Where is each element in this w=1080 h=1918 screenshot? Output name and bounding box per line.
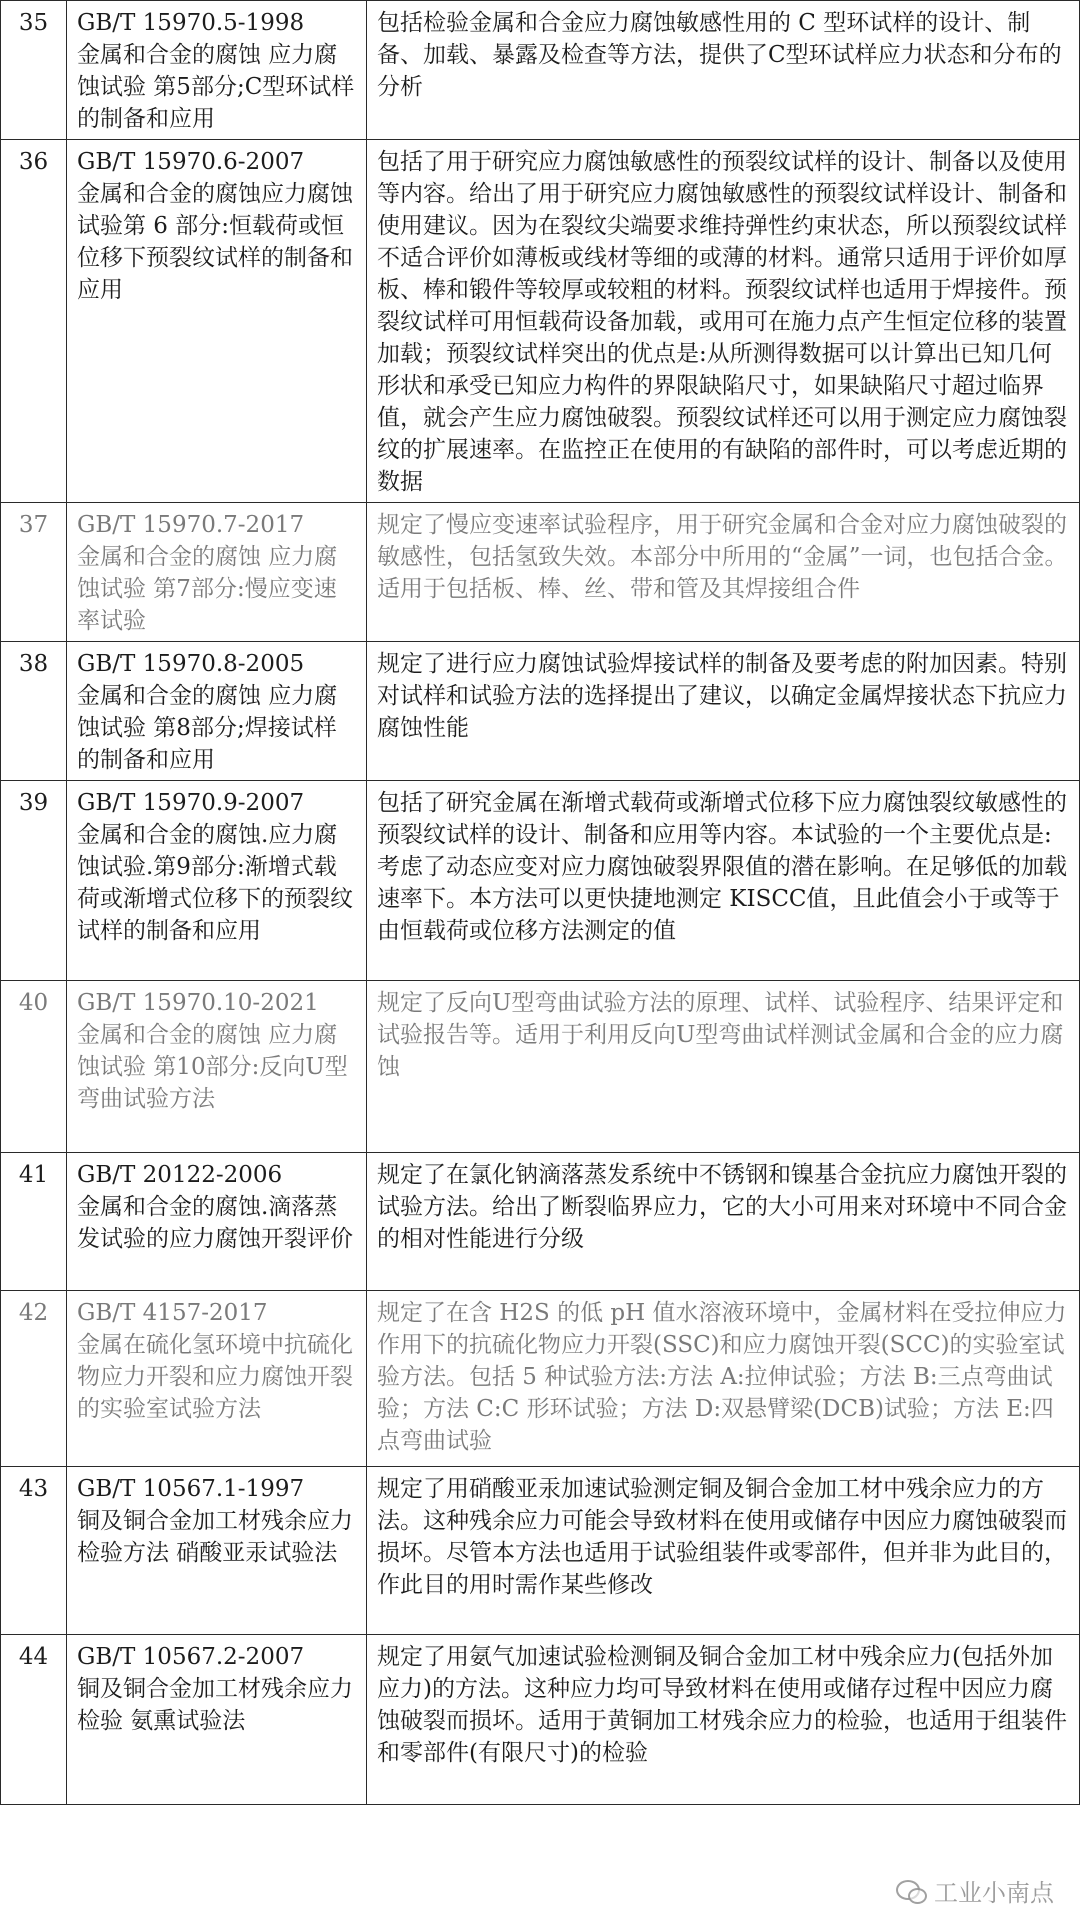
- standard-name: 金属和合金的腐蚀.应力腐蚀试验.第9部分:渐增式载荷或渐增式位移下的预裂纹试样的制备和应用: [77, 822, 353, 944]
- standard-title-cell: [67, 1, 367, 140]
- standard-title-cell: [67, 503, 367, 642]
- standard-name: 金属在硫化氢环境中抗硫化物应力开裂和应力腐蚀开裂的实验室试验方法: [77, 1332, 353, 1422]
- table-row: [1, 1153, 1080, 1291]
- table-row: [1, 642, 1080, 781]
- standard-title-cell: [67, 1635, 367, 1805]
- row-number: 39: [1, 781, 67, 981]
- standard-name: 铜及铜合金加工材残余应力检验 氨熏试验法: [77, 1676, 353, 1734]
- standard-code: GB/T 15970.5-1998: [77, 10, 305, 36]
- standard-description: 包括检验金属和合金应力腐蚀敏感性用的 C 型环试样的设计、制备、加载、暴露及检查等方法，提供了C型环试样应力状态和分布的分析: [367, 1, 1080, 140]
- standard-name: 铜及铜合金加工材残余应力检验方法 硝酸亚汞试验法: [77, 1508, 353, 1566]
- standard-description: 包括了研究金属在渐增式载荷或渐增式位移下应力腐蚀裂纹敏感性的预裂纹试样的设计、制备和应用等内容。本试验的一个主要优点是:考虑了动态应变对应力腐蚀破裂界限值的潜在影响。在足够低的加载速率下。本方法可以更快捷地测定 KISCC值，且此值会小于或等于由恒载荷或位移方法测定的值: [367, 781, 1080, 981]
- standard-description: 规定了进行应力腐蚀试验焊接试样的制备及要考虑的附加因素。特别对试样和试验方法的选择提出了建议，以确定金属焊接状态下抗应力腐蚀性能: [367, 642, 1080, 781]
- table-row: [1, 1635, 1080, 1805]
- standard-code: GB/T 20122-2006: [77, 1162, 283, 1188]
- table-row: [1, 140, 1080, 503]
- standard-description: 包括了用于研究应力腐蚀敏感性的预裂纹试样的设计、制备以及使用等内容。给出了用于研究应力腐蚀敏感性的预裂纹试样设计、制备和使用建议。因为在裂纹尖端要求维持弹性约束状态，所以预裂纹试样不适合评价如薄板或线材等细的或薄的材料。通常只适用于评价如厚板、棒和锻件等较厚或较粗的材料。预裂纹试样也适用于焊接件。预裂纹试样可用恒载荷设备加载，或用可在施力点产生恒定位移的装置加载；预裂纹试样突出的优点是:从所测得数据可以计算出已知几何形状和承受已知应力构件的界限缺陷尺寸，如果缺陷尺寸超过临界值，就会产生应力腐蚀破裂。预裂纹试样还可以用于测定应力腐蚀裂纹的扩展速率。在监控正在使用的有缺陷的部件时，可以考虑近期的数据: [367, 140, 1080, 503]
- row-number: 37: [1, 503, 67, 642]
- standard-description: 规定了在含 H2S 的低 pH 值水溶液环境中，金属材料在受拉伸应力作用下的抗硫化物应力开裂(SSC)和应力腐蚀开裂(SCC)的实验室试验方法。包括 5 种试验方法:方法 A:拉伸试验；方法 B:三点弯曲试验；方法 C:C 形环试验；方法 D:双悬臂梁(DCB)试验；方法 E:四点弯曲试验: [367, 1291, 1080, 1467]
- standard-name: 金属和合金的腐蚀 应力腐蚀试验 第10部分:反向U型弯曲试验方法: [77, 1022, 348, 1112]
- standard-title-cell: [67, 1291, 367, 1467]
- standard-code: GB/T 4157-2017: [77, 1300, 268, 1326]
- standard-description: 规定了反向U型弯曲试验方法的原理、试样、试验程序、结果评定和试验报告等。适用于利用反向U型弯曲试样测试金属和合金的应力腐蚀: [367, 981, 1080, 1153]
- standard-title-cell: [67, 140, 367, 503]
- row-number: 40: [1, 981, 67, 1153]
- standard-code: GB/T 15970.8-2005: [77, 651, 305, 677]
- standard-code: GB/T 15970.6-2007: [77, 149, 305, 175]
- standard-name: 金属和合金的腐蚀 应力腐蚀试验 第8部分;焊接试样的制备和应用: [77, 683, 338, 773]
- row-number: 44: [1, 1635, 67, 1805]
- table-row: [1, 503, 1080, 642]
- row-number: 36: [1, 140, 67, 503]
- watermark-text: 工业小南点: [934, 1879, 1054, 1907]
- row-number: 42: [1, 1291, 67, 1467]
- standard-title-cell: [67, 642, 367, 781]
- standard-title-cell: [67, 1467, 367, 1635]
- chat-bubble-icon: [896, 1878, 926, 1904]
- standard-description: 规定了慢应变速率试验程序，用于研究金属和合金对应力腐蚀破裂的敏感性，包括氢致失效。本部分中所用的“金属”一词，也包括合金。适用于包括板、棒、丝、带和管及其焊接组合件: [367, 503, 1080, 642]
- standard-name: 金属和合金的腐蚀 应力腐蚀试验 第7部分:慢应变速率试验: [77, 544, 338, 634]
- standard-description: 规定了用氨气加速试验检测铜及铜合金加工材中残余应力(包括外加应力)的方法。这种应力均可导致材料在使用或储存过程中因应力腐蚀破裂而损坏。适用于黄铜加工材残余应力的检验，也适用于组装件和零部件(有限尺寸)的检验: [367, 1635, 1080, 1805]
- standard-code: GB/T 15970.9-2007: [77, 790, 305, 816]
- table-row: [1, 981, 1080, 1153]
- standard-title-cell: [67, 781, 367, 981]
- standard-title-cell: [67, 981, 367, 1153]
- standard-code: GB/T 15970.7-2017: [77, 512, 305, 538]
- row-number: 38: [1, 642, 67, 781]
- standard-title-cell: [67, 1153, 367, 1291]
- table-row: [1, 1, 1080, 140]
- table-row: [1, 1291, 1080, 1467]
- standard-name: 金属和合金的腐蚀.滴落蒸发试验的应力腐蚀开裂评价: [77, 1194, 353, 1252]
- table-row: [1, 1467, 1080, 1635]
- watermark: [896, 1873, 1054, 1908]
- standard-description: 规定了在氯化钠滴落蒸发系统中不锈钢和镍基合金抗应力腐蚀开裂的试验方法。给出了断裂临界应力，它的大小可用来对环境中不同合金的相对性能进行分级: [367, 1153, 1080, 1291]
- row-number: 41: [1, 1153, 67, 1291]
- table-row: [1, 781, 1080, 981]
- standard-name: 金属和合金的腐蚀 应力腐蚀试验 第5部分;C型环试样的制备和应用: [77, 42, 355, 132]
- standard-description: 规定了用硝酸亚汞加速试验测定铜及铜合金加工材中残余应力的方法。这种残余应力可能会导致材料在使用或储存中因应力腐蚀破裂而损坏。尽管本方法也适用于试验组装件或零部件，但并非为此目的，作此目的用时需作某些修改: [367, 1467, 1080, 1635]
- standard-code: GB/T 15970.10-2021: [77, 990, 319, 1016]
- standard-name: 金属和合金的腐蚀应力腐蚀试验第 6 部分:恒载荷或恒位移下预裂纹试样的制备和应用: [77, 181, 353, 303]
- standard-code: GB/T 10567.1-1997: [77, 1476, 305, 1502]
- standard-code: GB/T 10567.2-2007: [77, 1644, 305, 1670]
- row-number: 35: [1, 1, 67, 140]
- row-number: 43: [1, 1467, 67, 1635]
